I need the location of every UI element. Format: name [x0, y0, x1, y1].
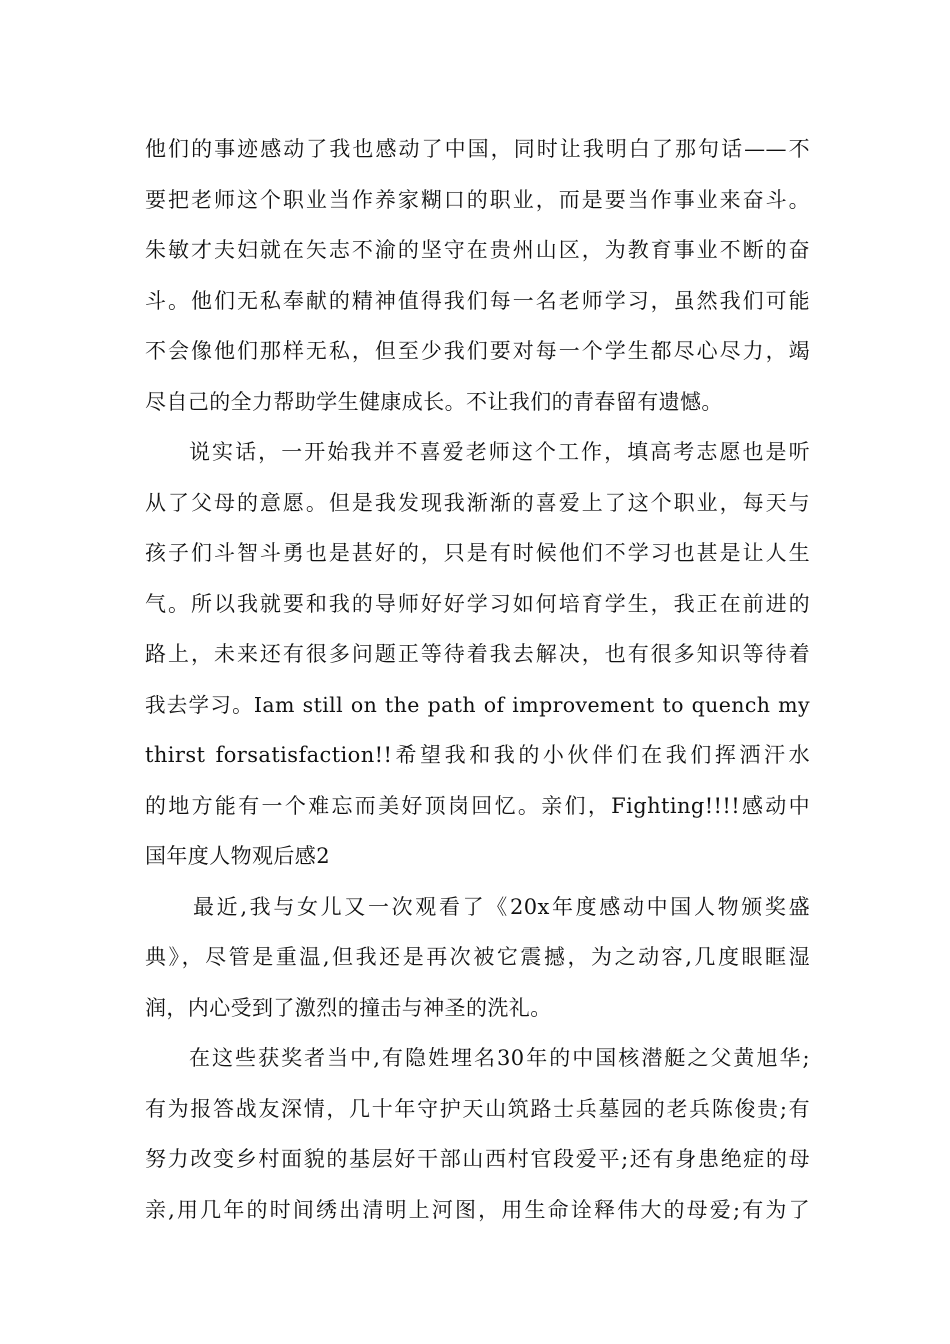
text-line: 我去学习。Iam still on the path of improvement to quench my: [145, 692, 810, 717]
text-line: 斗。他们无私奉献的精神值得我们每一名老师学习，虽然我们可能: [145, 288, 810, 313]
text-line: 有为报答战友深情，几十年守护天山筑路士兵墓园的老兵陈俊贵;有: [145, 1096, 810, 1121]
text-line: thirst forsatisfaction!!希望我和我的小伙伴们在我们挥洒汗水: [145, 743, 810, 767]
document-body: [145, 124, 810, 1235]
paragraph-first-line: 说实话，一开始我并不喜爱老师这个工作，填高考志愿也是听: [189, 440, 810, 464]
text-line: 路上，未来还有很多问题正等待着我去解决，也有很多知识等待着: [145, 642, 810, 666]
text-line: 努力改变乡村面貌的基层好干部山西村官段爱平;还有身患绝症的母: [145, 1147, 810, 1171]
text-line: 他们的事迹感动了我也感动了中国，同时让我明白了那句话——不: [145, 137, 810, 161]
text-line: 不会像他们那样无私，但至少我们要对每一个学生都尽心尽力，竭: [145, 339, 810, 363]
text-line: 要把老师这个职业当作养家糊口的职业，而是要当作事业来奋斗。: [145, 187, 810, 212]
text-line: 孩子们斗智斗勇也是甚好的，只是有时候他们不学习也甚是让人生: [145, 541, 810, 565]
text-line: 朱敏才夫妇就在矢志不渝的坚守在贵州山区，为教育事业不断的奋: [145, 238, 810, 262]
text-line: 典》，尽管是重温,但我还是再次被它震撼，为之动容,几度眼眶湿: [145, 945, 810, 969]
text-line: 气。所以我就要和我的导师好好学习如何培育学生，我正在前进的: [145, 591, 810, 616]
text-line: 润，内心受到了激烈的撞击与神圣的洗礼。: [145, 995, 552, 1020]
text-line: 的地方能有一个难忘而美好顶岗回忆。亲们，Fighting!!!!感动中: [145, 793, 810, 818]
paragraph-first-line: 在这些获奖者当中,有隐姓埋名30年的中国核潜艇之父黄旭华;: [189, 1046, 810, 1070]
text-line: 从了父母的意愿。但是我发现我渐渐的喜爱上了这个职业，每天与: [145, 490, 810, 515]
section-title-line: 国年度人物观后感2: [145, 844, 330, 868]
text-line: 尽自己的全力帮助学生健康成长。不让我们的青春留有遗憾。: [145, 389, 723, 414]
paragraph-first-line: 最近,我与女儿又一次观看了《20x年度感动中国人物颁奖盛: [193, 894, 810, 919]
text-line: 亲,用几年的时间绣出清明上河图，用生命诠释伟大的母爱;有为了: [145, 1197, 810, 1222]
